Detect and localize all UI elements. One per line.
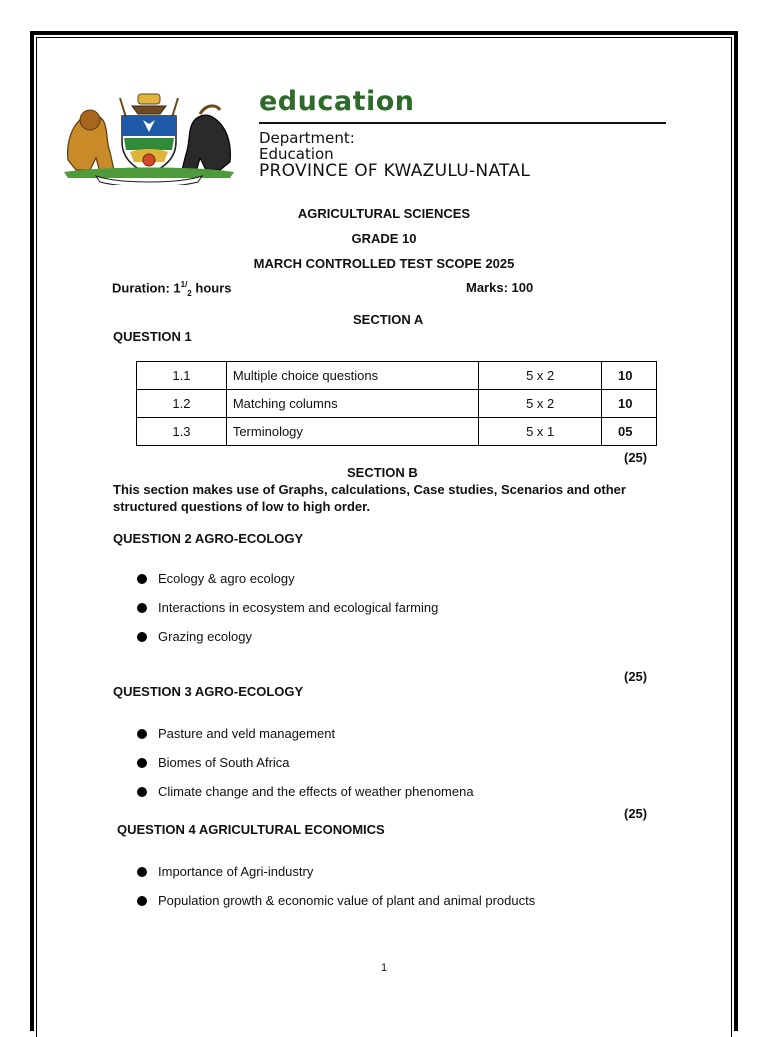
duration-label: Duration: 1: [112, 280, 181, 296]
table-cell-desc: Multiple choice questions: [226, 362, 479, 390]
table-cell-num: 1.1: [137, 362, 227, 390]
table-row: [137, 418, 657, 446]
question-1-title: QUESTION 1: [113, 329, 192, 344]
section-a-total: (25): [624, 450, 648, 465]
list-item: [137, 726, 335, 741]
header-rule: [259, 122, 666, 124]
dept-name: Education: [259, 145, 334, 163]
section-a-heading: SECTION A: [353, 312, 424, 327]
list-item: [137, 755, 290, 770]
list-item-text: Grazing ecology: [158, 629, 252, 644]
province-name: PROVINCE OF KWAZULU-NATAL: [259, 161, 531, 181]
bullet-icon: [137, 787, 147, 797]
list-item-text: Climate change and the effects of weather phenomena: [158, 784, 474, 799]
question-1-table: [136, 361, 657, 446]
coat-of-arms-icon: [60, 90, 238, 185]
list-item: [137, 784, 474, 799]
section-b-heading: SECTION B: [347, 465, 418, 480]
question-3-marks: (25): [624, 806, 648, 821]
table-cell-desc: Terminology: [226, 418, 479, 446]
subject-title: AGRICULTURAL SCIENCES: [297, 206, 471, 221]
question-3-title: QUESTION 3 AGRO-ECOLOGY: [113, 684, 304, 699]
list-item: [137, 600, 438, 615]
table-cell-calc: 5 x 2: [479, 390, 602, 418]
question-2-title: QUESTION 2 AGRO-ECOLOGY: [113, 531, 304, 546]
page-number: 1: [380, 962, 388, 974]
table-cell-marks: 10: [602, 362, 657, 390]
list-item-text: Pasture and veld management: [158, 726, 336, 741]
duration-unit: hours: [195, 280, 232, 296]
list-item: [137, 571, 295, 586]
list-item-text: Biomes of South Africa: [158, 755, 290, 770]
dept-label: Department:: [259, 129, 355, 147]
table-cell-calc: 5 x 1: [479, 418, 602, 446]
table-cell-marks: 10: [602, 390, 657, 418]
table-cell-num: 1.3: [137, 418, 227, 446]
bullet-icon: [137, 632, 147, 642]
table-row: [137, 362, 657, 390]
table-cell-calc: 5 x 2: [479, 362, 602, 390]
bullet-icon: [137, 574, 147, 584]
grade-title: GRADE 10: [351, 231, 417, 246]
list-item-text: Importance of Agri-industry: [158, 864, 314, 879]
bullet-icon: [137, 758, 147, 768]
list-item-text: Population growth & economic value of plant and animal products: [158, 893, 536, 908]
table-cell-num: 1.2: [137, 390, 227, 418]
table-row: [137, 390, 657, 418]
list-item: [137, 629, 252, 644]
list-item: [137, 864, 313, 879]
bullet-icon: [137, 729, 147, 739]
duration-sub: 2: [187, 288, 192, 298]
test-title: MARCH CONTROLLED TEST SCOPE 2025: [253, 256, 515, 271]
total-marks: Marks: 100: [466, 280, 534, 295]
list-item: [137, 893, 535, 908]
table-cell-desc: Matching columns: [226, 390, 479, 418]
table-cell-marks: 05: [602, 418, 657, 446]
bullet-icon: [137, 867, 147, 877]
bullet-icon: [137, 603, 147, 613]
duration-sup: 1/: [180, 280, 188, 289]
bullet-icon: [137, 896, 147, 906]
brand-title: education: [259, 86, 415, 117]
duration: [112, 280, 232, 298]
section-b-intro-line2: structured questions of low to high order.: [113, 499, 371, 514]
question-2-marks: (25): [624, 669, 648, 684]
question-4-title: QUESTION 4 AGRICULTURAL ECONOMICS: [117, 822, 385, 837]
list-item-text: Ecology & agro ecology: [158, 571, 295, 586]
section-b-intro-line1: This section makes use of Graphs, calculations, Case studies, Scenarios and other: [113, 482, 626, 497]
list-item-text: Interactions in ecosystem and ecological farming: [158, 600, 439, 615]
